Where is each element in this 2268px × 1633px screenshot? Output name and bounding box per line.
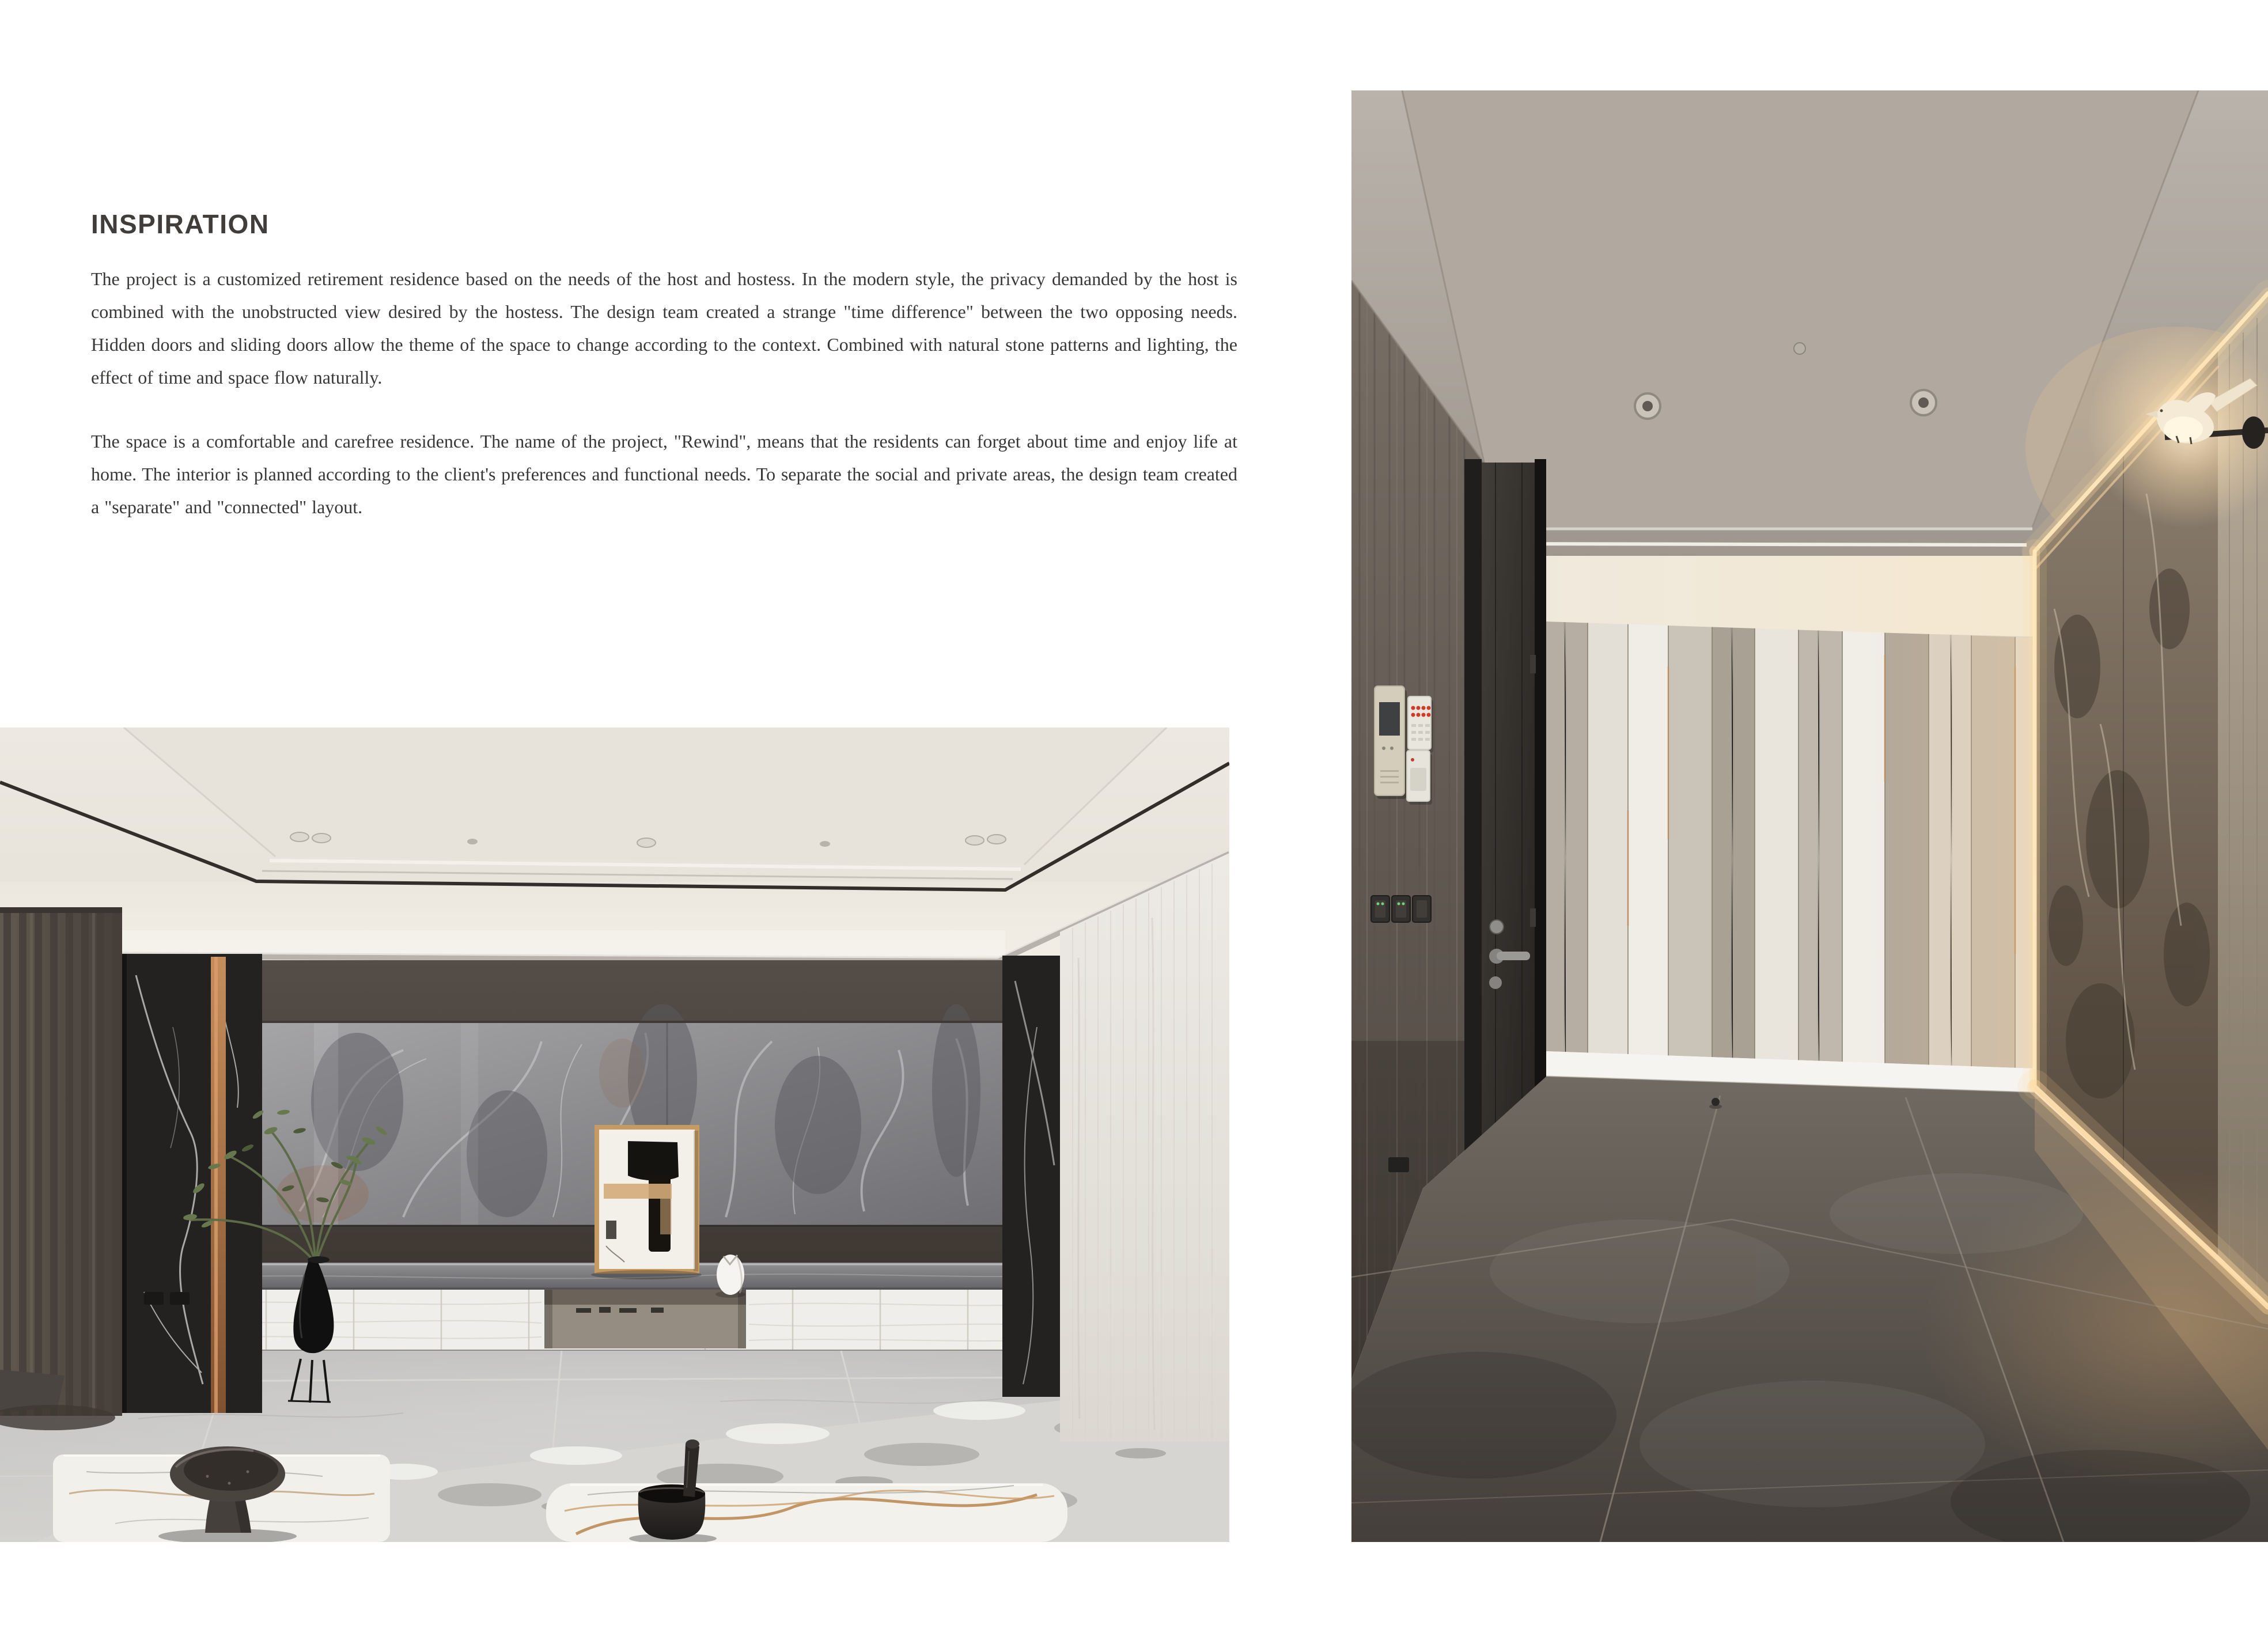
artwork: [591, 1125, 702, 1279]
curtain: [0, 907, 122, 1430]
living-room-photo: [0, 728, 1229, 1542]
section-heading: INSPIRATION: [91, 209, 270, 239]
security-keypad: [1408, 696, 1433, 753]
light-wood-panel: [1060, 853, 1229, 1442]
paragraph-inspiration-1: The project is a customized retirement residence based on the needs of the host and hostess. In the modern style, the privacy demanded by the host is combined with the unobstructed view desired by the hostess. The design team created a strange "time difference" between the two opposing needs. Hidden doors and sliding doors allow the theme of the space to change according to the context. Combined with natural stone patterns and lighting, the effect of time and space flow naturally.: [91, 268, 1237, 388]
black-marble-column-right: [1002, 956, 1060, 1397]
black-marble-column-left: [122, 954, 262, 1413]
paragraph-inspiration-2: The space is a comfortable and carefree residence. The name of the project, "Rewind", means that the residents can forget about time and enjoy life at home. The interior is planned according to the client's preferences and functional needs. To separate the social and private areas, the design team created a "separate" and "connected" layout.: [91, 431, 1237, 517]
intercom-panel: [1375, 686, 1433, 805]
copper-trim: [211, 957, 226, 1413]
media-niche: [544, 1290, 746, 1348]
wall-outlet: [1388, 1157, 1409, 1172]
wood-plank-wall: [1546, 609, 2035, 1093]
inspiration-section: [91, 211, 1237, 524]
intercom-sub-unit: [1407, 751, 1432, 805]
entry-door: [1464, 459, 1546, 1189]
entry-hall-photo: [1351, 90, 2268, 1542]
tray-ceiling: [0, 728, 1229, 976]
